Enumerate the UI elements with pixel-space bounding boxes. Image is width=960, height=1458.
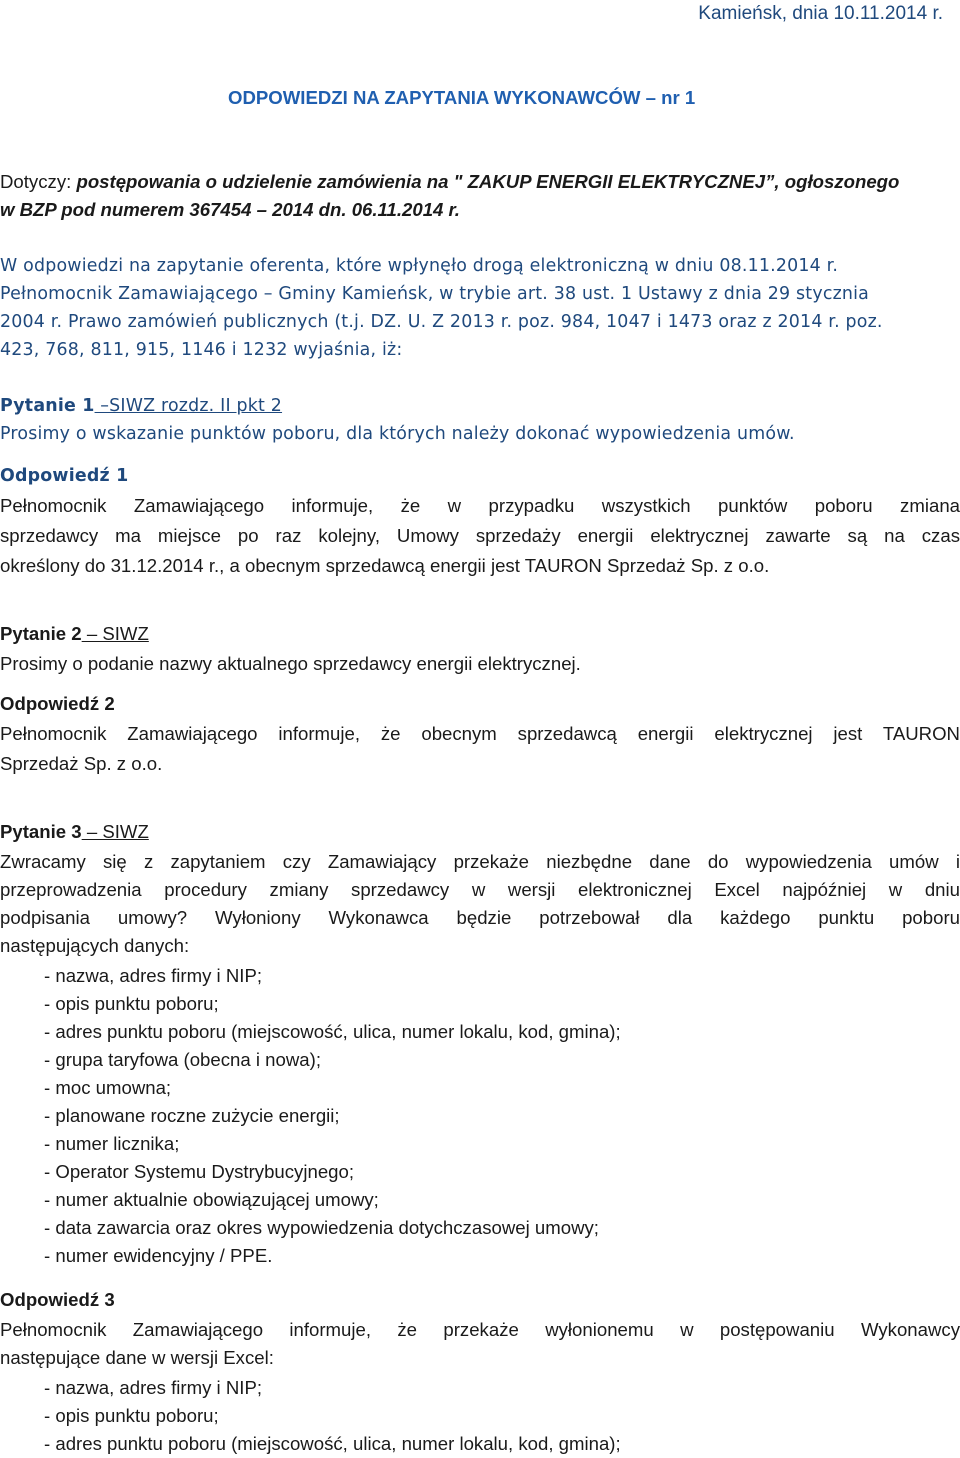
list-item: - opis punktu poboru; [44, 993, 219, 1014]
question-2-text: Prosimy o podanie nazwy aktualnego sprzedawcy energii elektrycznej. [0, 653, 581, 674]
subject-prefix: Dotyczy: [0, 171, 77, 192]
question-3-heading [0, 818, 149, 846]
document-date: Kamieńsk, dnia 10.11.2014 r. [698, 3, 943, 24]
question-3-line: przeprowadzenia procedury zmiany sprzedawcy w wersji elektronicznej Excel najpóźniej w dniu [0, 879, 960, 900]
question-1-ref: –SIWZ rozdz. II pkt 2 [94, 396, 283, 416]
question-1-heading [0, 392, 282, 420]
answer-3-line: następujące dane w wersji Excel: [0, 1347, 274, 1368]
list-item: - adres punktu poboru (miejscowość, ulica, numer lokalu, kod, gmina); [44, 1433, 621, 1454]
list-item: - adres punktu poboru (miejscowość, ulica, numer lokalu, kod, gmina); [44, 1021, 621, 1042]
answer-3-line: Pełnomocnik Zamawiającego informuje, że przekaże wyłonionemu w postępowaniu Wykonawcy [0, 1319, 960, 1340]
list-item: - nazwa, adres firmy i NIP; [44, 1377, 263, 1398]
list-item: - numer aktualnie obowiązującej umowy; [44, 1189, 379, 1210]
intro-line: W odpowiedzi na zapytanie oferenta, które wpłynęło drogą elektroniczną w dniu 08.11.2014 r. [0, 256, 839, 276]
question-3-label: Pytanie 3 [0, 821, 82, 842]
answer-3-label: Odpowiedź 3 [0, 1289, 115, 1310]
question-2-label: Pytanie 2 [0, 623, 82, 644]
question-1-text: Prosimy o wskazanie punktów poboru, dla których należy dokonać wypowiedzenia umów. [0, 424, 795, 444]
list-item: - numer ewidencyjny / PPE. [44, 1245, 273, 1266]
subject-text: postępowania o udzielenie zamówienia na " ZAKUP ENERGII ELEKTRYCZNEJ”, ogłoszonego [76, 171, 900, 192]
intro-line: 2004 r. Prawo zamówień publicznych (t.j. DZ. U. Z 2013 r. poz. 984, 1047 i 1473 oraz z 2014 r. poz. [0, 312, 883, 332]
question-3-line: Zwracamy się z zapytaniem czy Zamawiający przekaże niezbędne dane do wypowiedzenia umów i [0, 851, 960, 872]
answer-1-line: Pełnomocnik Zamawiającego informuje, że w przypadku wszystkich punktów poboru zmiana [0, 495, 960, 516]
list-item: - planowane roczne zużycie energii; [44, 1105, 340, 1126]
answer-2-label: Odpowiedź 2 [0, 693, 115, 714]
question-2-heading [0, 620, 149, 648]
question-3-ref: – SIWZ [81, 821, 149, 842]
list-item: - grupa taryfowa (obecna i nowa); [44, 1049, 321, 1070]
question-1-label: Pytanie 1 [0, 396, 95, 416]
subject-line-2: w BZP pod numerem 367454 – 2014 dn. 06.11.2014 r. [0, 199, 460, 220]
document-title: ODPOWIEDZI NA ZAPYTANIA WYKONAWCÓW – nr 1 [228, 87, 696, 108]
question-3-line: podpisania umowy? Wyłoniony Wykonawca będzie potrzebował dla każdego punktu poboru [0, 907, 960, 928]
list-item: - data zawarcia oraz okres wypowiedzenia dotychczasowej umowy; [44, 1217, 599, 1238]
question-3-line: następujących danych: [0, 935, 190, 956]
list-item: - opis punktu poboru; [44, 1405, 219, 1426]
list-item: - nazwa, adres firmy i NIP; [44, 965, 263, 986]
list-item: - numer licznika; [44, 1133, 180, 1154]
answer-2-line: Sprzedaż Sp. z o.o. [0, 753, 163, 774]
question-2-ref: – SIWZ [81, 623, 149, 644]
list-item: - moc umowna; [44, 1077, 172, 1098]
intro-line: 423, 768, 811, 915, 1146 i 1232 wyjaśnia, iż: [0, 340, 403, 360]
answer-2-line: Pełnomocnik Zamawiającego informuje, że obecnym sprzedawcą energii elektrycznej jest TAURON [0, 723, 960, 744]
subject-line-1 [0, 168, 899, 196]
answer-1-line: sprzedawcy ma miejsce po raz kolejny, Umowy sprzedaży energii elektrycznej zawarte są na czas [0, 525, 960, 546]
answer-1-line: określony do 31.12.2014 r., a obecnym sprzedawcą energii jest TAURON Sprzedaż Sp. z o.o. [0, 555, 770, 576]
answer-1-label: Odpowiedź 1 [0, 466, 129, 486]
list-item: - Operator Systemu Dystrybucyjnego; [44, 1161, 355, 1182]
intro-line: Pełnomocnik Zamawiającego – Gminy Kamieńsk, w trybie art. 38 ust. 1 Ustawy z dnia 29 stycznia [0, 284, 870, 304]
